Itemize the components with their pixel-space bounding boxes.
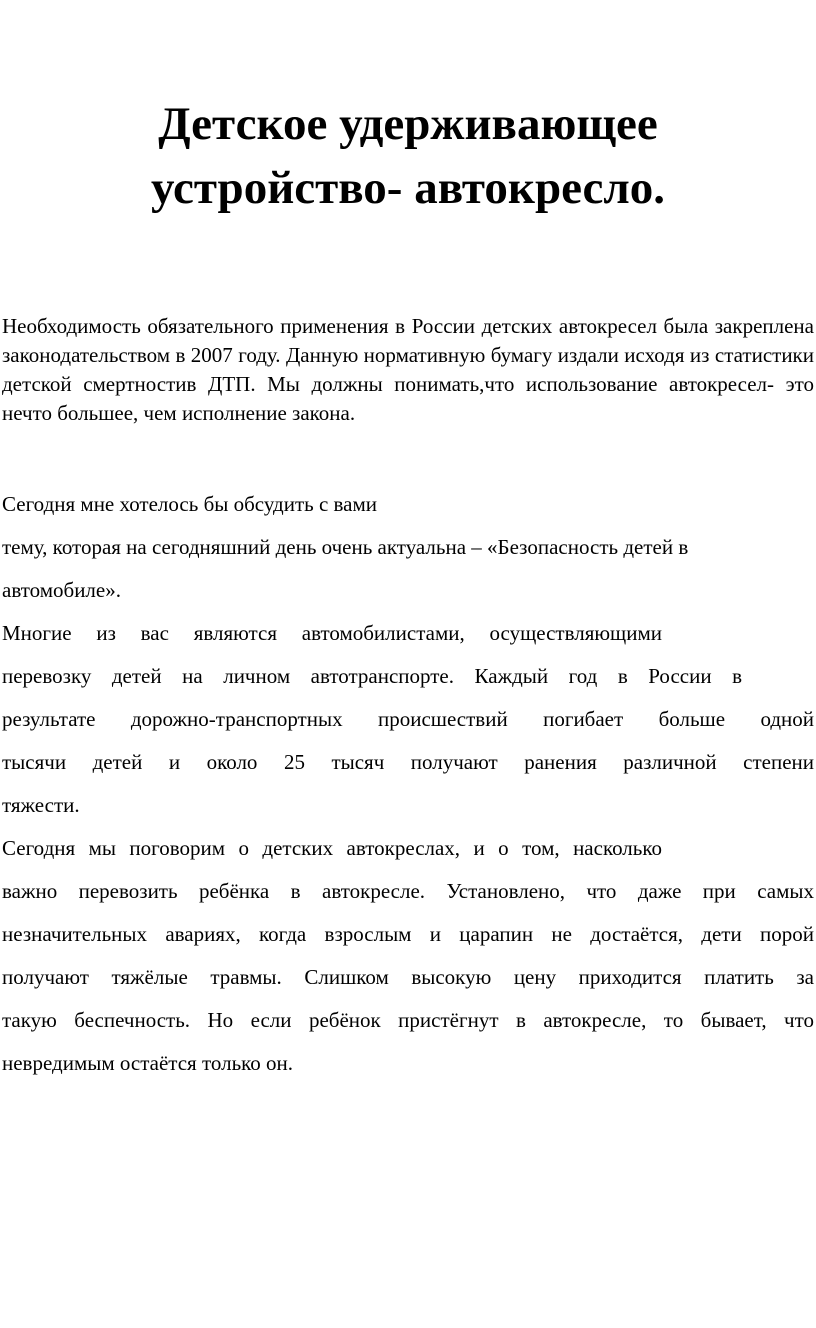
title-line-2: устройство- автокресло. (150, 162, 666, 214)
body-line: тему, которая на сегодняшний день очень актуальна – «Безопасность детей в (2, 535, 689, 559)
body-line: Сегодня мы поговорим о детских автокреслах, и о том, насколько (2, 836, 662, 860)
body-line: невредимым остаётся только он. (2, 1051, 294, 1075)
body-line: тысячи детей и около 25 тысяч получают ранения различной степени (2, 750, 814, 774)
body-line: такую беспечность. Но если ребёнок пристёгнут в автокресле, то бывает, что (2, 1008, 814, 1032)
title-line-1: Детское удерживающее (158, 98, 658, 150)
body-line: тяжести. (2, 793, 80, 817)
body-line: получают тяжёлые травмы. Слишком высокую цену приходится платить за (2, 965, 814, 989)
body-line: важно перевозить ребёнка в автокресле. Установлено, что даже при самых (2, 879, 814, 903)
intro-paragraph: Необходимость обязательного применения в России детских автокресел была закреплена законодательством в 2007 году. Данную нормативную бумагу издали исходя из статистики детской смертностив ДТП. Мы должны понимать,что использование автокресел- это нечто большее, чем исполнение закона. (2, 314, 814, 425)
body-text (2, 483, 814, 1085)
body-line: перевозку детей на личном автотранспорте. Каждый год в России в (2, 664, 742, 688)
body-line: незначительных авариях, когда взрослым и царапин не достаётся, дети порой (2, 922, 814, 946)
body-line: результате дорожно-транспортных происшествий погибает больше одной (2, 707, 814, 731)
body-line: Сегодня мне хотелось бы обсудить с вами (2, 492, 378, 516)
document-title (0, 92, 816, 220)
body-line: автомобиле». (2, 578, 121, 602)
body-line: Многие из вас являются автомобилистами, осуществляющими (2, 621, 662, 645)
